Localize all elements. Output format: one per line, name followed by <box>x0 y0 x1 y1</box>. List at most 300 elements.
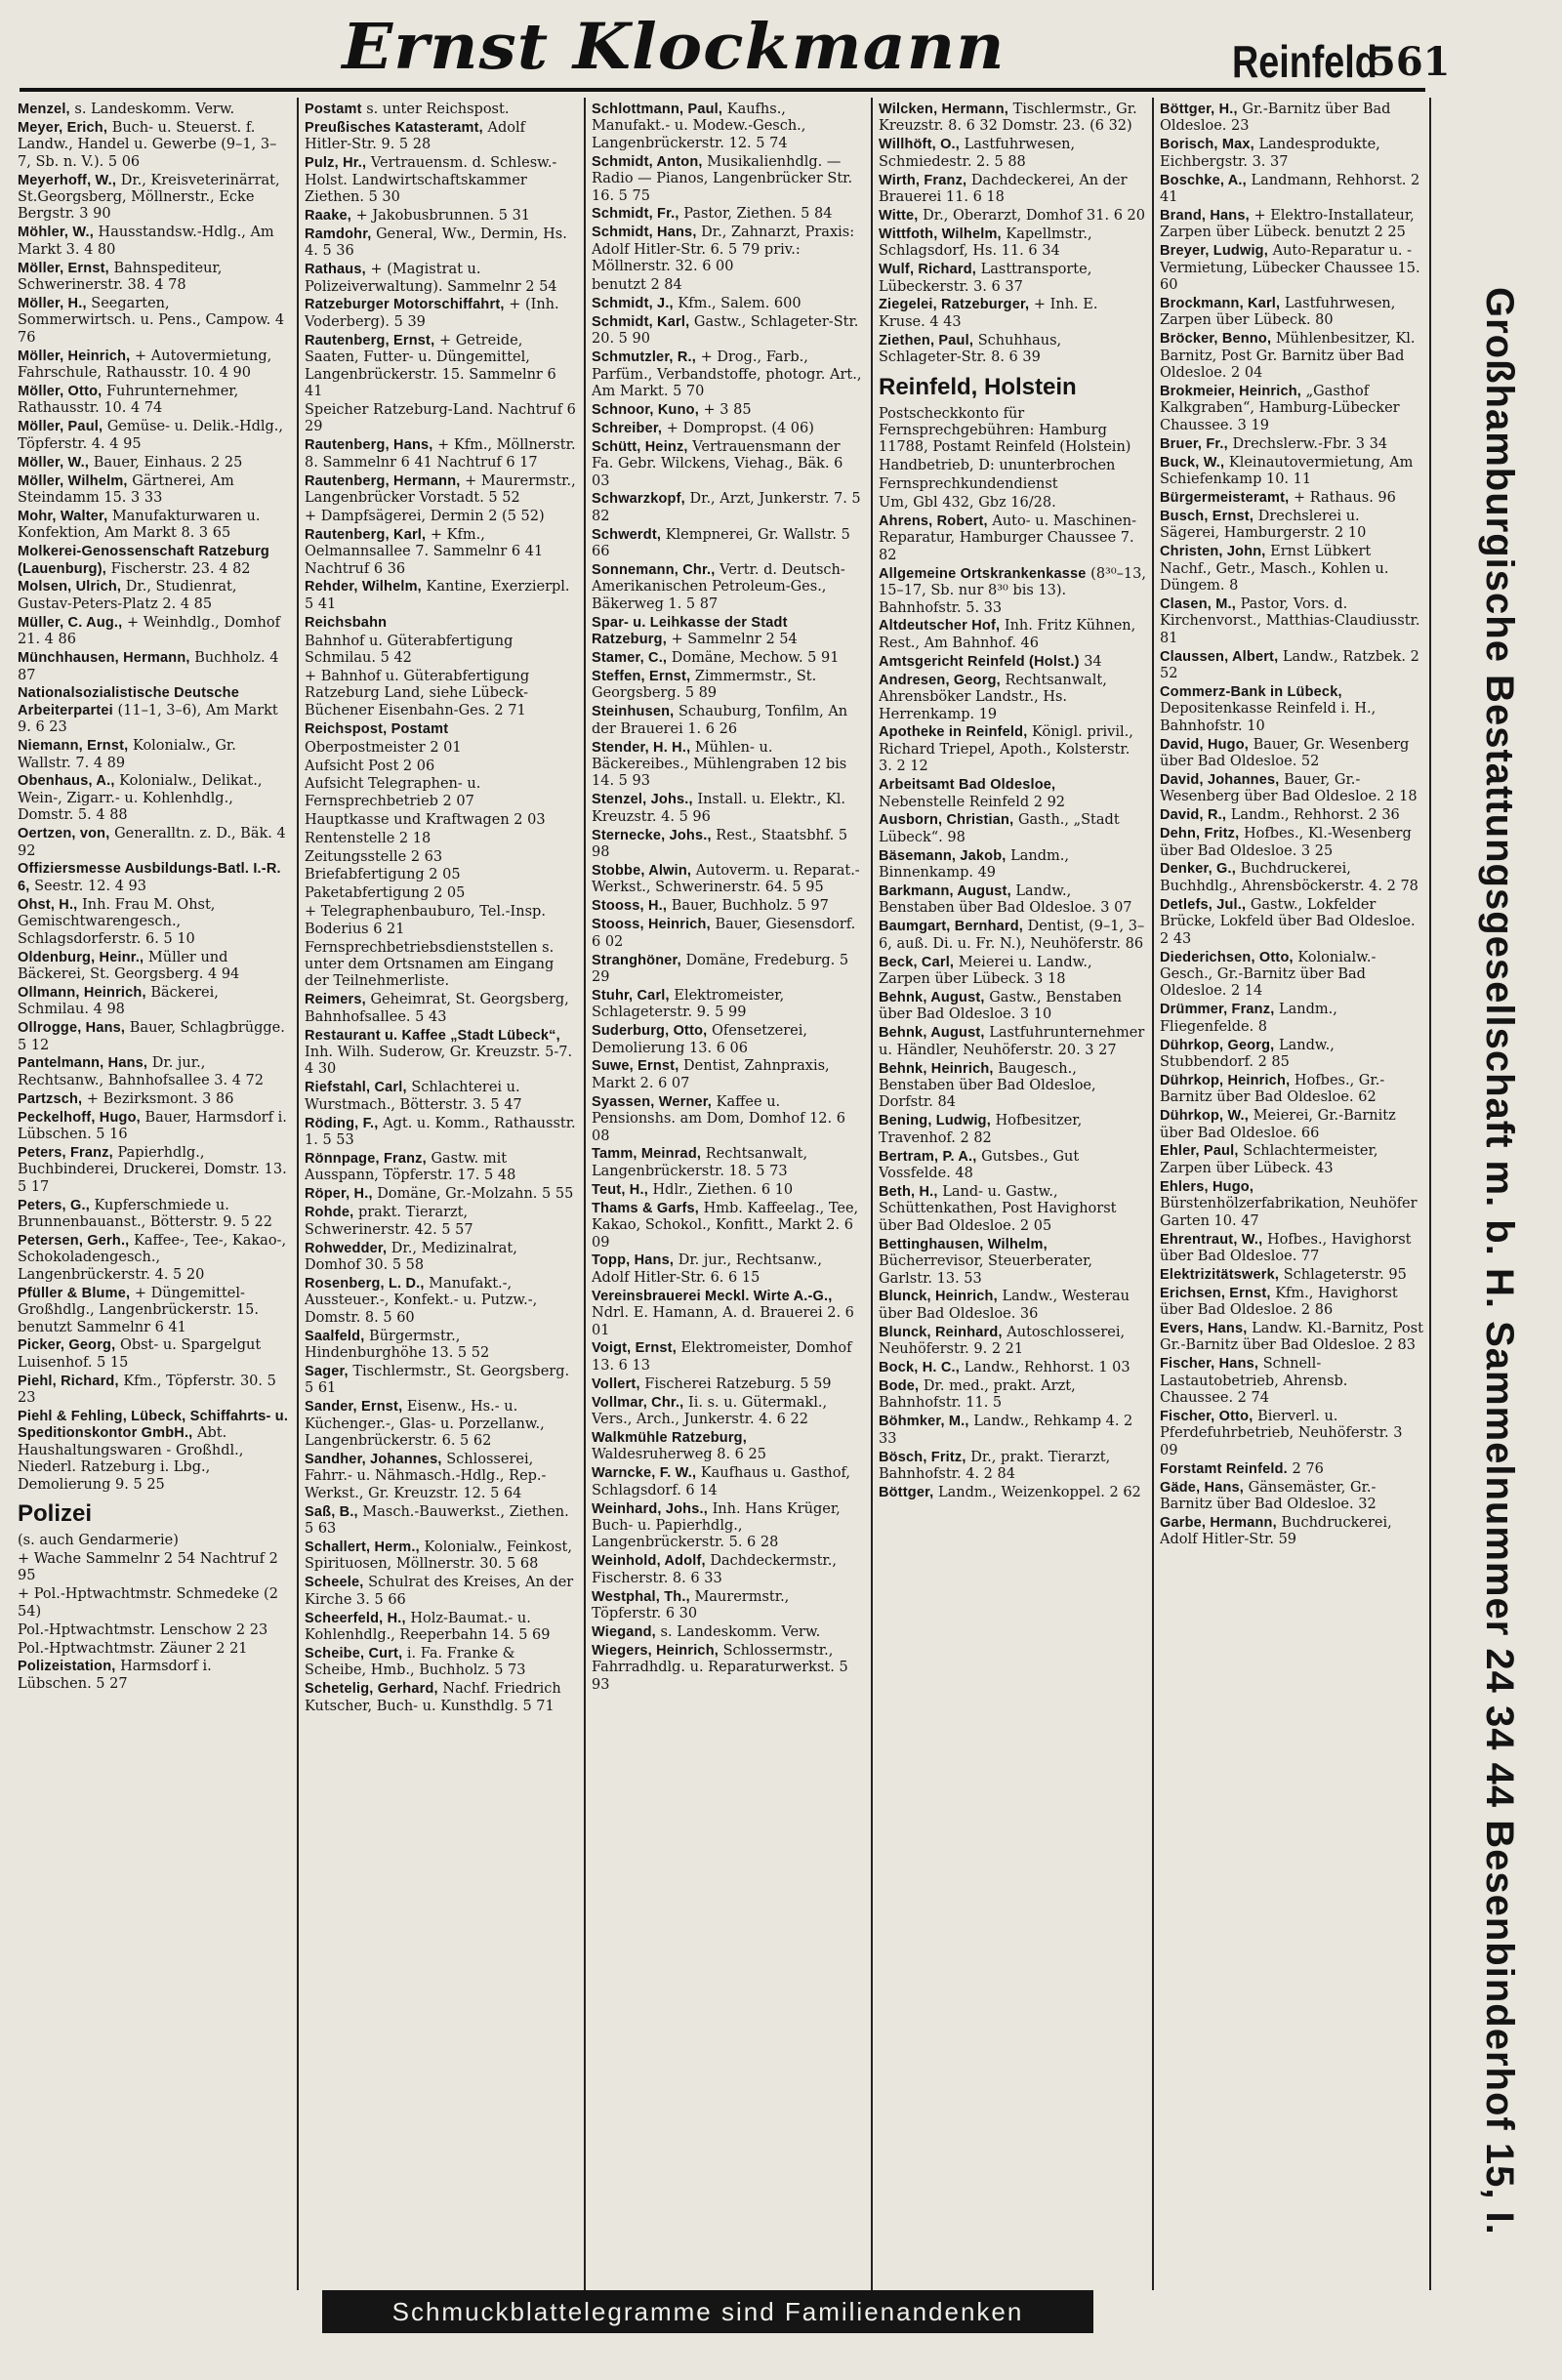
entry-details: Kfm., Töpferstr. 30. 5 23 <box>18 1373 276 1407</box>
directory-entry <box>305 1611 576 1645</box>
directory-entry <box>592 669 863 703</box>
directory-entry <box>18 897 289 948</box>
entry-details: Dentist, Zahnpraxis, Markt 2. 6 07 <box>592 1058 830 1091</box>
directory-entry <box>1160 137 1423 171</box>
directory-entry <box>305 831 576 847</box>
directory-entry <box>18 738 289 772</box>
entry-details: Schnell-Lastautobetrieb, Ahrensb. Chaussee. 2 74 <box>1160 1356 1348 1407</box>
entry-name: Oldenburg, Heinr., <box>18 949 144 965</box>
entry-name: Stooss, H., <box>592 898 668 915</box>
entry-name: Dührkop, Georg, <box>1160 1037 1275 1053</box>
directory-entry <box>305 120 576 154</box>
directory-entry <box>879 919 1146 953</box>
directory-entry <box>305 1028 576 1079</box>
side-advertisement-text: Großhamburgische Bestattungsgesellschaft m. b. H. Sammelnummer 24 34 44 Besenbinderhof 15, I. <box>1478 287 1521 2236</box>
directory-entry <box>592 650 863 667</box>
entry-details: Vertr. d. Deutsch-Amerikanischen Petroleum-Ges., Bäkerweg 1. 5 87 <box>592 562 845 612</box>
entry-details: Pol.-Hptwachtmstr. Lenschow 2 23 <box>18 1621 268 1638</box>
entry-name: Rautenberg, Karl, <box>305 526 427 543</box>
entry-name: Schwarzkopf, <box>592 491 685 508</box>
directory-entry <box>1160 649 1423 683</box>
directory-entry <box>1160 596 1423 647</box>
entry-name: Ohst, H., <box>18 896 78 913</box>
directory-entry <box>18 1337 289 1372</box>
directory-entry <box>305 669 576 719</box>
directory-entry <box>305 1504 576 1539</box>
entry-details: + Dompropst. (4 06) <box>666 420 814 436</box>
directory-entry <box>1160 861 1423 895</box>
entry-name: Commerz-Bank in Lübeck, <box>1160 683 1342 700</box>
directory-entry <box>592 1395 863 1429</box>
entry-name: Dehn, Fritz, <box>1160 826 1240 842</box>
entry-name: Amtsgericht Reinfeld (Holst.) <box>879 653 1080 670</box>
entry-details: Domäne, Gr.-Molzahn. 5 55 <box>377 1186 574 1203</box>
entry-details: Generalltn. z. D., Bäk. 4 92 <box>18 826 286 859</box>
entry-name: Münchhausen, Hermann, <box>18 650 190 667</box>
entry-name: Teut, H., <box>592 1181 648 1198</box>
directory-entry <box>592 1624 863 1641</box>
directory-entry <box>305 473 576 508</box>
entry-details: Aufsicht Telegraphen- u. Fernsprechbetrieb 2 07 <box>305 776 481 809</box>
entry-name: Schmidt, Fr., <box>592 206 679 223</box>
directory-entry <box>18 1641 289 1658</box>
directory-entry <box>305 992 576 1026</box>
entry-details: + Kfm., Möllnerstr. 8. Sammelnr 6 41 Nachtruf 6 17 <box>305 437 576 471</box>
entry-details: Mühlen- u. Bäckereibes., Mühlengraben 12 bis 14. 5 93 <box>592 739 847 790</box>
directory-entry <box>592 277 863 294</box>
entry-name: Behnk, August, <box>879 1025 985 1042</box>
entry-name: Rathaus, <box>305 262 366 278</box>
entry-details: 34 <box>1084 653 1102 670</box>
entry-details: Tischlermstr., St. Georgsberg. 5 61 <box>305 1363 570 1397</box>
entry-details: General, Ww., Dermin, Hs. 4. 5 36 <box>305 226 567 260</box>
entry-name: Niemann, Ernst, <box>18 738 129 755</box>
entry-name: Bösch, Fritz, <box>879 1449 966 1465</box>
entry-details: Kupferschmiede u. Brunnenbauanst., Bötterstr. 9. 5 22 <box>18 1197 272 1231</box>
entry-details: Dr., Arzt, Junkerstr. 7. 5 82 <box>592 491 861 524</box>
directory-entry <box>1160 1143 1423 1177</box>
entry-details: Fischerstr. 23. 4 82 <box>110 560 251 577</box>
entry-name: Restaurant u. Kaffee „Stadt Lübeck“, <box>305 1027 560 1044</box>
entry-name: Schreiber, <box>592 420 663 436</box>
directory-entry <box>305 155 576 206</box>
entry-details: Land- u. Gastw., Schüttenkathen, Post Havighorst über Bad Oldesloe. 2 05 <box>879 1183 1117 1234</box>
directory-entry <box>305 1186 576 1203</box>
directory-entry <box>305 849 576 866</box>
entry-name: Müller, C. Aug., <box>18 614 123 631</box>
directory-entry <box>592 562 863 613</box>
entry-name: Meyer, Erich, <box>18 119 108 136</box>
directory-entry <box>305 759 576 775</box>
directory-entry <box>1160 1461 1423 1478</box>
entry-details: Buchholz. 4 87 <box>18 650 279 683</box>
entry-details: benutzt 2 84 <box>592 277 682 294</box>
entry-name: Böttger, <box>879 1484 934 1500</box>
entry-details: + Kfm., Oelmannsallee 7. Sammelnr 6 41 Nachtruf 6 36 <box>305 526 544 577</box>
entry-details: Ndrl. E. Hamann, A. d. Brauerei 2. 6 01 <box>592 1305 854 1338</box>
directory-entry <box>1160 772 1423 806</box>
entry-details: Mühlenbesitzer, Kl. Barnitz, Post Gr. Barnitz über Bad Oldesloe. 2 04 <box>1160 331 1416 382</box>
entry-details: Kolonialw., Gr. Wallstr. 7. 4 89 <box>18 738 236 771</box>
entry-name: Nationalsozialistische Deutsche Arbeiterpartei <box>18 685 239 718</box>
directory-entry <box>18 685 289 736</box>
directory-entry <box>18 120 289 171</box>
directory-entry <box>305 402 576 436</box>
entry-details: Gastw. mit Ausspann, Töpferstr. 17. 5 48 <box>305 1150 516 1184</box>
entry-details: Lastfuhrwesen, Zarpen über Lübeck. 80 <box>1160 295 1396 329</box>
entry-details: Inh. Wilh. Suderow, Gr. Kreuzstr. 5-7. 4 30 <box>305 1045 573 1078</box>
directory-entry <box>592 1289 863 1339</box>
entry-details: Oberpostmeister 2 01 <box>305 739 462 756</box>
entry-name: Saß, B., <box>305 1503 358 1520</box>
directory-entry <box>18 773 289 824</box>
entry-name: Röper, H., <box>305 1186 373 1203</box>
directory-entry <box>592 1340 863 1375</box>
entry-details: Drechslerw.-Fbr. 3 34 <box>1232 435 1388 452</box>
directory-entry <box>592 1058 863 1092</box>
entry-name: Ziegelei, Ratzeburger, <box>879 297 1030 313</box>
directory-entry <box>1160 1179 1423 1230</box>
entry-details: Landm., Binnenkamp. 49 <box>879 847 1070 882</box>
entry-name: Ollmann, Heinrich, <box>18 984 146 1001</box>
directory-entry <box>18 1198 289 1232</box>
entry-details: + Sammelnr 2 54 <box>671 632 798 648</box>
entry-name: Vereinsbrauerei Meckl. Wirte A.-G., <box>592 1288 833 1304</box>
entry-details: Pastor, Vors. d. Kirchenvorst., Matthias-Claudiusstr. 81 <box>1160 595 1420 646</box>
entry-name: Bock, H. C., <box>879 1360 960 1376</box>
entry-details: Schlossermstr., Fahrradhdlg. u. Reparaturwerkst. 5 93 <box>592 1642 848 1693</box>
entry-details: Vertrauensmann der Fa. Gebr. Wilckens, Viehag., Bäk. 6 03 <box>592 438 843 489</box>
directory-entry <box>18 826 289 860</box>
directory-entry <box>592 225 863 275</box>
entry-name: Ziethen, Paul, <box>879 332 974 349</box>
entry-name: Stenzel, Johs., <box>592 792 693 808</box>
entry-details: Landm., Rehhorst. 2 36 <box>1230 807 1400 824</box>
entry-name: Andresen, Georg, <box>879 672 1001 688</box>
entry-name: Christen, John, <box>1160 544 1266 560</box>
entry-details: Schuhhaus, Schlageter-Str. 8. 6 39 <box>879 332 1062 366</box>
directory-entry <box>879 297 1146 331</box>
directory-entry <box>879 1113 1146 1147</box>
directory-entry <box>1160 296 1423 330</box>
directory-entry <box>305 867 576 883</box>
entry-details: Auto- u. Maschinen-Reparatur, Hamburger Chaussee 7. 82 <box>879 513 1136 563</box>
entry-details: Autoschlosserei, Neuhöferstr. 9. 2 21 <box>879 1324 1126 1358</box>
entry-details: Klempnerei, Gr. Wallstr. 5 66 <box>592 526 850 560</box>
entry-details: Bäckerei, Schmilau. 4 98 <box>18 984 219 1018</box>
entry-details: Landw., Stubbendorf. 2 85 <box>1160 1037 1335 1070</box>
entry-name: Altdeutscher Hof, <box>879 618 1001 635</box>
entry-details: Geheimrat, St. Georgsberg, Bahnhofsallee. 5 43 <box>305 992 569 1025</box>
entry-name: Denker, G., <box>1160 861 1236 878</box>
directory-entry <box>305 940 576 991</box>
directory-entry <box>305 812 576 829</box>
entry-name: Wulf, Richard, <box>879 262 977 278</box>
entry-details: Kaufhaus u. Gasthof, Schlagsdorf. 6 14 <box>592 1465 850 1498</box>
directory-entry <box>1160 1409 1423 1459</box>
directory-entry <box>305 1646 576 1680</box>
entry-details: + Weinhdlg., Domhof 21. 4 86 <box>18 614 280 648</box>
directory-entry <box>1160 684 1423 735</box>
entry-details: (8³⁰–13, 15–17, Sb. nur 8³⁰ bis 13). Bahnhofstr. 5. 33 <box>879 565 1146 616</box>
entry-name: Schetelig, Gerhard, <box>305 1681 438 1698</box>
entry-details: Lastfuhrunternehmer u. Händler, Neuhöferstr. 20. 3 27 <box>879 1025 1145 1058</box>
directory-entry <box>305 333 576 401</box>
entry-details: Inh. Frau M. Ohst, Gemischtwarengesch., Schlagsdorferstr. 6. 5 10 <box>18 896 216 947</box>
entry-name: Scheibe, Curt, <box>305 1645 403 1662</box>
entry-details: Kaufhs., Manufakt.- u. Modew.-Gesch., Langenbrückerstr. 12. 5 74 <box>592 102 806 151</box>
directory-entry <box>305 437 576 472</box>
directory-entry <box>18 579 289 613</box>
entry-details: Schlageterstr. 95 <box>1283 1266 1407 1283</box>
entry-details: + Bezirksmont. 3 86 <box>86 1090 234 1107</box>
directory-entry <box>305 1116 576 1150</box>
entry-details: + Inh. E. Kruse. 4 43 <box>879 297 1098 330</box>
entry-name: Westphal, Th., <box>592 1588 690 1605</box>
entry-name: Warncke, F. W., <box>592 1465 697 1482</box>
directory-entry <box>305 615 576 632</box>
directory-entry <box>18 1286 289 1336</box>
entry-details: Bürgermstr., Hindenburghöhe 13. 5 52 <box>305 1328 490 1361</box>
directory-entry <box>18 615 289 649</box>
entry-name: Möller, Wilhelm, <box>18 472 128 489</box>
entry-name: Ramdohr, <box>305 226 372 242</box>
entry-details: Seegarten, Sommerwirtsch. u. Pens., Campow. 4 76 <box>18 295 285 346</box>
entry-name: Bürgermeisteramt, <box>1160 489 1290 506</box>
entry-name: Rönnpage, Franz, <box>305 1150 427 1167</box>
entry-details: Kaffee u. Pensionshs. am Dom, Domhof 12. 6 08 <box>592 1093 845 1144</box>
directory-entry <box>1160 243 1423 294</box>
entry-name: Elektrizitätswerk, <box>1160 1266 1280 1283</box>
entry-name: Sander, Ernst, <box>305 1399 403 1416</box>
entry-name: Topp, Hans, <box>592 1252 675 1269</box>
directory-entry <box>1160 1002 1423 1036</box>
entry-details: Manufakturwaren u. Konfektion, Am Markt 8. 3 65 <box>18 508 261 542</box>
entry-name: Reichspost, Postamt <box>305 720 449 737</box>
directory-entry <box>592 1252 863 1287</box>
entry-details: Bierverl. u. Pferdefuhrbetrieb, Neuhöferstr. 3 09 <box>1160 1409 1403 1458</box>
entry-details: (s. auch Gendarmerie) <box>18 1533 179 1549</box>
directory-entry <box>18 296 289 347</box>
entry-details: Bauer, Giesensdorf. 6 02 <box>592 917 856 950</box>
entry-name: Dührkop, W., <box>1160 1108 1250 1125</box>
entry-name: Syassen, Werner, <box>592 1093 713 1110</box>
entry-name: Steinhusen, <box>592 704 675 720</box>
entry-name: Detlefs, Jul., <box>1160 896 1247 913</box>
entry-name: Witte, <box>879 207 919 224</box>
directory-entry <box>592 953 863 987</box>
entry-name: Obenhaus, A., <box>18 773 115 790</box>
entry-name: Fischer, Hans, <box>1160 1356 1259 1373</box>
entry-details: Dachdeckermstr., Fischerstr. 8. 6 33 <box>592 1553 837 1586</box>
entry-details: Gastw., Schlageter-Str. 20. 5 90 <box>592 313 859 348</box>
entry-details: Dr., Medizinalrat, Domhof 30. 5 58 <box>305 1240 517 1273</box>
entry-name: Wirth, Franz, <box>879 172 967 188</box>
directory-entry <box>305 208 576 225</box>
directory-entry <box>305 1241 576 1275</box>
entry-details: Agt. u. Komm., Rathausstr. 1. 5 53 <box>305 1115 576 1149</box>
entry-details: Landmann, Rehhorst. 2 41 <box>1160 172 1420 206</box>
directory-entry <box>18 1374 289 1408</box>
entry-name: Borisch, Max, <box>1160 137 1254 153</box>
entry-name: Bäsemann, Jakob, <box>879 847 1007 864</box>
entry-name: Böhmker, M., <box>879 1414 969 1430</box>
entry-name: David, Hugo, <box>1160 736 1250 753</box>
directory-entry <box>305 1276 576 1327</box>
entry-name: Weinhard, Johs., <box>592 1500 708 1517</box>
entry-name: Möhler, W., <box>18 225 94 241</box>
entry-name: Fischer, Otto, <box>1160 1409 1254 1425</box>
entry-name: Möller, Paul, <box>18 419 103 435</box>
directory-entry <box>1160 490 1423 507</box>
entry-details: Seestr. 12. 4 93 <box>34 878 146 894</box>
entry-details: Gärtnerei, Am Steindamm 15. 3 33 <box>18 472 234 506</box>
entry-name: Peters, G., <box>18 1197 90 1213</box>
entry-name: Thams & Garfs, <box>592 1200 699 1216</box>
column-2 <box>305 102 576 2290</box>
directory-entry <box>305 226 576 261</box>
directory-entry <box>592 1201 863 1252</box>
entry-name: Drümmer, Franz, <box>1160 1002 1275 1018</box>
directory-entry <box>1160 897 1423 948</box>
entry-details: + Jakobusbrunnen. 5 31 <box>355 207 531 224</box>
entry-details: + (Magistrat u. Polizeiverwaltung). Sammelnr 2 54 <box>305 262 557 295</box>
entry-details: Abt. Haushaltungswaren - Großhdl., Niederl. Ratzeburg i. Lbg., Demolierung 9. 5 25 <box>18 1425 244 1493</box>
entry-details: Gastw., Lokfelder Brücke, Lokfeld über Bad Oldesloe. 2 43 <box>1160 896 1416 947</box>
entry-details: Bahnspediteur, Schwerinerstr. 38. 4 78 <box>18 260 223 294</box>
directory-entry <box>305 740 576 757</box>
entry-details: Hdlr., Ziethen. 6 10 <box>652 1181 794 1198</box>
entry-details: Dachdeckerei, An der Brauerei 11. 6 18 <box>879 172 1128 206</box>
directory-entry <box>592 349 863 400</box>
entry-name: Brockmann, Karl, <box>1160 295 1281 311</box>
directory-entry <box>879 1360 1146 1376</box>
directory-entry <box>1160 509 1423 543</box>
entry-details: Dr. jur., Rechtsanw., Bahnhofsallee 3. 4 72 <box>18 1055 265 1088</box>
entry-name: Möller, Otto, <box>18 384 103 399</box>
entry-details: Zimmermstr., St. Georgsberg. 5 89 <box>592 669 817 702</box>
directory-entry <box>592 491 863 525</box>
brand-logo: Ernst Klockmann <box>342 10 1006 84</box>
column-divider <box>297 98 299 2290</box>
directory-entry <box>879 137 1146 171</box>
entry-details: Rentenstelle 2 18 <box>305 830 432 846</box>
directory-entry <box>18 544 289 578</box>
entry-details: Schlachtermeister, Zarpen über Lübeck. 43 <box>1160 1143 1378 1176</box>
entry-details: Dr., Studienrat, Gustav-Peters-Platz 2. 4 85 <box>18 579 237 612</box>
directory-entry <box>305 634 576 668</box>
directory-entry <box>18 650 289 684</box>
directory-entry <box>879 955 1146 989</box>
directory-entry <box>18 419 289 453</box>
entry-name: Postamt <box>305 102 362 117</box>
directory-entry <box>305 579 576 613</box>
entry-details: s. Landeskomm. Verw. <box>660 1623 821 1640</box>
directory-entry <box>305 776 576 810</box>
section-heading: Polizei <box>18 1500 93 1528</box>
column-3 <box>592 102 863 2290</box>
directory-entry <box>1160 1286 1423 1320</box>
entry-name: Oertzen, von, <box>18 826 110 842</box>
entry-details: Gasth., „Stadt Lübeck“. 98 <box>879 812 1120 845</box>
directory-entry <box>305 721 576 738</box>
directory-entry <box>592 740 863 791</box>
entry-name: Polizeistation, <box>18 1659 116 1675</box>
entry-details: Um, Gbl 432, Gbz 16/28. <box>879 495 1056 512</box>
entry-details: Musikalienhdlg. — Radio — Pianos, Langenbrücker Str. 16. 5 75 <box>592 153 853 204</box>
entry-details: Zeitungsstelle 2 63 <box>305 848 443 865</box>
entry-details: Kfm., Havighorst über Bad Oldesloe. 2 86 <box>1160 1285 1398 1319</box>
entry-name: David, Johannes, <box>1160 771 1280 788</box>
directory-entry <box>305 297 576 331</box>
directory-entry <box>879 673 1146 723</box>
directory-entry <box>592 296 863 312</box>
entry-name: Weinhold, Adolf, <box>592 1553 706 1570</box>
entry-name: Spar- u. Leihkasse der Stadt Ratzeburg, <box>592 614 788 648</box>
directory-entry <box>305 102 576 118</box>
entry-name: Rautenberg, Hermann, <box>305 472 461 489</box>
entry-name: Reichsbahn <box>305 614 388 631</box>
entry-details: i. Fa. Franke & Scheibe, Hmb., Buchholz. 5 73 <box>305 1645 526 1679</box>
entry-details: Install. u. Elektr., Kl. Kreuzstr. 4. 5 96 <box>592 792 846 825</box>
directory-entry <box>305 904 576 938</box>
entry-details: Kleinautovermietung, Am Schiefenkamp 10. 11 <box>1160 454 1414 488</box>
entry-name: Sternecke, Johs., <box>592 827 712 843</box>
directory-entry <box>879 495 1146 512</box>
header-rule <box>20 88 1425 92</box>
entry-name: Sonnemann, Chr., <box>592 562 716 579</box>
directory-entry <box>879 1378 1146 1413</box>
entry-name: Apotheke in Reinfeld, <box>879 724 1028 741</box>
entry-details: Dr., Oberarzt, Domhof 31. 6 20 <box>923 207 1145 224</box>
entry-details: Briefabfertigung 2 05 <box>305 867 461 883</box>
column-divider <box>871 98 873 2290</box>
directory-entry <box>879 654 1146 671</box>
directory-entry <box>305 509 576 525</box>
directory-entry <box>18 509 289 543</box>
entry-details: Lasttransporte, Lübeckerstr. 3. 6 37 <box>879 262 1092 295</box>
entry-name: Riefstahl, Carl, <box>305 1080 407 1096</box>
directory-entry <box>879 1325 1146 1359</box>
entry-details: Gänsemäster, Gr.-Barnitz über Bad Oldesloe. 32 <box>1160 1479 1377 1513</box>
directory-entry <box>1160 173 1423 207</box>
directory-entry <box>879 476 1146 493</box>
entry-name: Vollmar, Chr., <box>592 1394 684 1411</box>
entry-name: Reimers, <box>305 992 366 1008</box>
entry-details: Rechtsanwalt, Ahrensböker Landstr., Hs. Herrenkamp. 19 <box>879 672 1107 722</box>
directory-entry <box>18 1659 289 1693</box>
entry-details: Meierei, Gr.-Barnitz über Bad Oldesloe. 66 <box>1160 1108 1396 1141</box>
entry-name: Rautenberg, Hans, <box>305 437 433 454</box>
entry-details: Hmb. Kaffeelag., Tee, Kakao, Schokol., Konfitt., Markt 2. 6 09 <box>592 1200 859 1251</box>
entry-details: „Gasthof Kalkgraben“, Hamburg-Lübecker Chaussee. 3 19 <box>1160 384 1400 433</box>
entry-name: Baumgart, Bernhard, <box>879 919 1024 935</box>
entry-details: Königl. privil., Richard Triepel, Apoth., Kolsterstr. 3. 2 12 <box>879 724 1133 775</box>
entry-name: Schmutzler, R., <box>592 349 696 366</box>
entry-details: Hofbes., Kl.-Wesenberg über Bad Oldesloe. 3 25 <box>1160 826 1412 859</box>
entry-name: Boschke, A., <box>1160 172 1247 188</box>
directory-entry <box>1160 1073 1423 1107</box>
entry-name: Ehrentraut, W., <box>1160 1231 1263 1248</box>
directory-entry <box>305 1575 576 1609</box>
entry-name: Ehlers, Hugo, <box>1160 1178 1254 1195</box>
entry-name: Preußisches Katasteramt, <box>305 119 483 136</box>
entry-name: Schlottmann, Paul, <box>592 102 723 117</box>
entry-name: Rosenberg, L. D., <box>305 1275 425 1292</box>
entry-details: Rechtsanwalt, Langenbrückerstr. 18. 5 73 <box>592 1146 808 1179</box>
entry-details: Dr., prakt. Tierarzt, Bahnhofstr. 4. 2 84 <box>879 1449 1111 1482</box>
entry-details: Fuhrunternehmer, Rathausstr. 10. 4 74 <box>18 384 239 417</box>
